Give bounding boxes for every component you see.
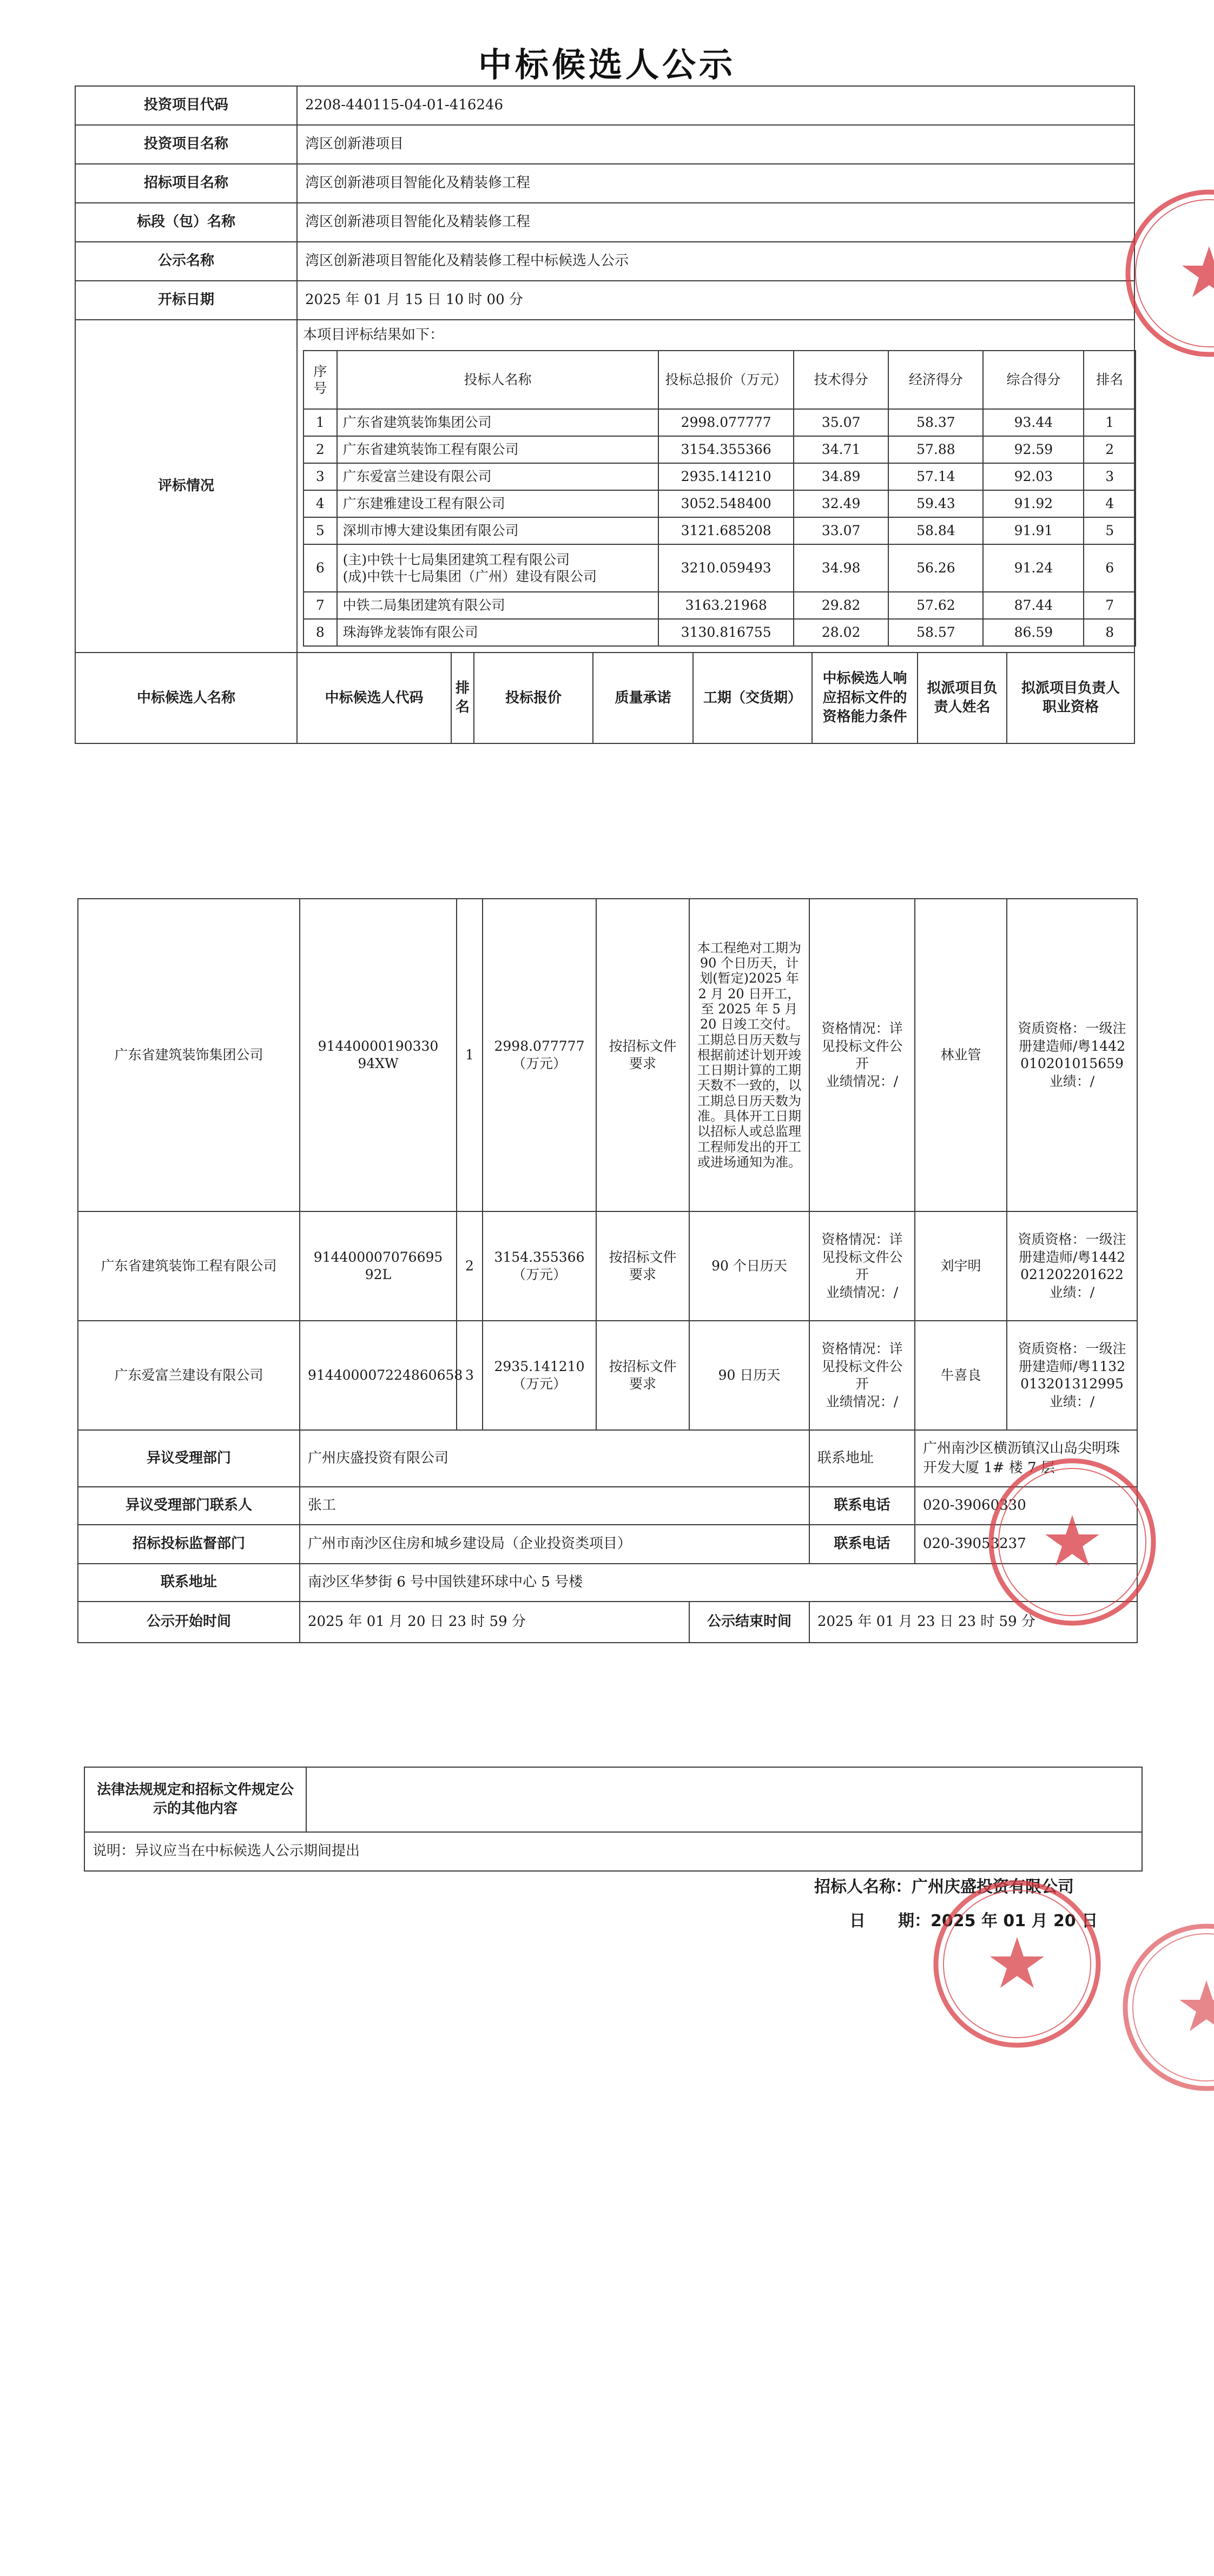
price-value: 3154.355366 — [494, 1249, 585, 1265]
candidate-qualification: 资格情况：详见投标文件公开 业绩情况：/ — [809, 899, 915, 1211]
header-rank: 排名 — [451, 653, 474, 743]
objection-dept-value: 广州庆盛投资有限公司 — [300, 1430, 809, 1487]
table-row — [78, 899, 1137, 1211]
header-quality: 质量承诺 — [593, 653, 693, 743]
info-value: 2208-440115-04-01-416246 — [297, 86, 1134, 125]
cell-price: 3154.355366 — [658, 436, 794, 463]
cell-bidder: 广东爱富兰建设有限公司 — [337, 463, 659, 490]
cell-bidder: 广东省建筑装饰集团公司 — [337, 409, 659, 436]
cell-seq: 3 — [304, 463, 337, 490]
table-row — [304, 409, 1136, 436]
header-code: 中标候选人代码 — [297, 653, 451, 743]
cell-rank: 6 — [1084, 544, 1136, 592]
date-label: 日 期： — [849, 1912, 931, 1931]
cell-seq: 8 — [304, 619, 337, 646]
header-manager-qual: 拟派项目负责人职业资格 — [1007, 653, 1134, 743]
cell-rank: 4 — [1084, 490, 1136, 517]
supervisor-phone-label: 联系电话 — [809, 1525, 915, 1564]
objection-row — [78, 1525, 1137, 1564]
header-seq: 序号 — [304, 351, 337, 409]
candidate-quality: 按招标文件要求 — [596, 1321, 689, 1430]
table-row — [304, 517, 1136, 544]
cell-price: 3163.21968 — [658, 592, 794, 619]
table-row — [304, 619, 1136, 646]
cell-rank: 7 — [1084, 592, 1136, 619]
company-seal-icon — [986, 1455, 1159, 1629]
table-row — [304, 463, 1136, 490]
candidate-period: 90 日历天 — [689, 1321, 809, 1430]
objection-address-label: 联系地址 — [809, 1430, 915, 1487]
other-value — [306, 1767, 1142, 1832]
cell-bidder: 广东省建筑装饰工程有限公司 — [337, 436, 659, 463]
objection-contact-label: 异议受理部门联系人 — [78, 1487, 300, 1525]
cell-total: 91.91 — [983, 517, 1084, 544]
cell-price: 3210.059493 — [658, 544, 794, 592]
candidate-qualification: 资格情况：详见投标文件公开 业绩情况：/ — [809, 1321, 915, 1430]
bidder-line: (成)中铁十七局集团（广州）建设有限公司 — [342, 569, 597, 585]
cell-seq: 6 — [304, 544, 337, 592]
other-label: 法律法规规定和招标文件规定公示的其他内容 — [84, 1767, 306, 1832]
cell-total: 93.44 — [983, 409, 1084, 436]
evaluation-intro: 本项目评标结果如下： — [303, 327, 444, 343]
cell-seq: 2 — [304, 436, 337, 463]
candidate-name: 广东省建筑装饰集团公司 — [78, 899, 300, 1211]
info-value: 湾区创新港项目 — [297, 125, 1134, 164]
info-row — [75, 281, 1134, 320]
evaluation-cell — [297, 320, 1134, 653]
cell-seq: 4 — [304, 490, 337, 517]
candidate-manager-qual: 资质资格：一级注册建造师/粤1442021202201622 业绩：/ — [1007, 1211, 1137, 1321]
project-info-table — [75, 85, 1135, 744]
info-label: 标段（包）名称 — [75, 203, 297, 242]
candidate-period: 90 个日历天 — [689, 1211, 809, 1321]
objection-address-value: 广州南沙区横沥镇汉山岛尖明珠开发大厦 1# 楼 7 层 — [915, 1430, 1137, 1487]
cell-tech: 29.82 — [794, 592, 888, 619]
publicity-start-label: 公示开始时间 — [78, 1602, 300, 1643]
objection-phone-value: 020-39060330 — [915, 1487, 1137, 1525]
cell-price: 2998.077777 — [658, 409, 794, 436]
cell-total: 87.44 — [983, 592, 1084, 619]
cell-total: 91.24 — [983, 544, 1084, 592]
price-unit: （万元） — [512, 1056, 566, 1071]
note-text: 说明：异议应当在中标候选人公示期间提出 — [84, 1832, 1142, 1871]
info-label: 投资项目代码 — [75, 86, 297, 125]
cell-rank: 2 — [1084, 436, 1136, 463]
objection-dept-label: 异议受理部门 — [78, 1430, 300, 1487]
cell-rank: 1 — [1084, 409, 1136, 436]
candidate-price — [483, 899, 596, 1211]
candidate-manager-qual: 资质资格：一级注册建造师/粤1132013201312995 业绩：/ — [1007, 1321, 1137, 1430]
candidate-label: 中标候选人名称 — [75, 653, 297, 743]
cell-econ: 58.57 — [888, 619, 983, 646]
objection-row — [78, 1487, 1137, 1525]
candidate-rank: 1 — [457, 899, 483, 1211]
cell-bidder: 珠海铧龙装饰有限公司 — [337, 619, 659, 646]
other-row — [84, 1767, 1142, 1832]
publicity-end-label: 公示结束时间 — [689, 1602, 809, 1643]
supervisor-address-label: 联系地址 — [78, 1564, 300, 1602]
supervisor-address-value: 南沙区华梦街 6 号中国铁建环球中心 5 号楼 — [300, 1564, 1137, 1602]
candidate-name: 广东爱富兰建设有限公司 — [78, 1321, 300, 1430]
cell-bidder: 广东建雅建设工程有限公司 — [337, 490, 659, 517]
table-row — [304, 490, 1136, 517]
price-unit: （万元） — [512, 1267, 566, 1282]
candidate-manager: 牛喜良 — [915, 1321, 1007, 1430]
candidate-price — [483, 1321, 596, 1430]
candidate-manager-qual: 资质资格：一级注册建造师/粤1442010201015659 业绩：/ — [1007, 899, 1137, 1211]
cell-total: 91.92 — [983, 490, 1084, 517]
cell-tech: 34.71 — [794, 436, 888, 463]
cell-bidder: 中铁二局集团建筑有限公司 — [337, 592, 659, 619]
header-bidder: 投标人名称 — [337, 351, 659, 409]
candidate-name: 广东省建筑装饰工程有限公司 — [78, 1211, 300, 1321]
cell-econ: 56.26 — [888, 544, 983, 592]
price-value: 2935.141210 — [494, 1358, 585, 1374]
header-econ: 经济得分 — [888, 351, 983, 409]
info-row — [75, 164, 1134, 203]
page-title: 中标候选人公示 — [478, 45, 736, 84]
table-row — [304, 544, 1136, 592]
supervisor-label: 招标投标监督部门 — [78, 1525, 300, 1564]
supervisor-phone-value: 020-39053237 — [915, 1525, 1137, 1564]
info-value: 湾区创新港项目智能化及精装修工程中标候选人公示 — [297, 242, 1134, 281]
table-row — [78, 1321, 1137, 1430]
cell-tech: 28.02 — [794, 619, 888, 646]
cell-price: 3130.816755 — [658, 619, 794, 646]
table-row — [78, 1211, 1137, 1321]
date-value: 2025 年 01 月 20 日 — [931, 1912, 1098, 1931]
objection-contact-value: 张工 — [300, 1487, 809, 1525]
cell-bidder — [337, 544, 659, 592]
cell-rank: 3 — [1084, 463, 1136, 490]
info-row — [75, 125, 1134, 164]
candidate-manager: 刘宇明 — [915, 1211, 1007, 1321]
candidate-code: 914400007076695 92L — [300, 1211, 457, 1321]
supervisor-value: 广州市南沙区住房和城乡建设局（企业投资类项目） — [300, 1525, 809, 1564]
cell-total: 92.59 — [983, 436, 1084, 463]
cell-seq: 1 — [304, 409, 337, 436]
publicity-start-value: 2025 年 01 月 20 日 23 时 59 分 — [300, 1602, 689, 1643]
header-tech: 技术得分 — [794, 351, 888, 409]
cell-econ: 58.37 — [888, 409, 983, 436]
candidate-qualification: 资格情况：详见投标文件公开 业绩情况：/ — [809, 1211, 915, 1321]
candidate-rank: 3 — [457, 1321, 483, 1430]
publicity-end-value: 2025 年 01 月 23 日 23 时 59 分 — [809, 1602, 1137, 1643]
info-value: 湾区创新港项目智能化及精装修工程 — [297, 164, 1134, 203]
info-row — [75, 203, 1134, 242]
note-row — [84, 1832, 1142, 1871]
info-value: 湾区创新港项目智能化及精装修工程 — [297, 203, 1134, 242]
header-price: 投标报价 — [474, 653, 593, 743]
info-label: 公示名称 — [75, 242, 297, 281]
header-manager: 拟派项目负责人姓名 — [918, 653, 1007, 743]
cell-total: 86.59 — [983, 619, 1084, 646]
candidate-price — [483, 1211, 596, 1321]
table-row — [304, 436, 1136, 463]
candidate-code: 914400007224860658 — [300, 1321, 457, 1430]
objection-phone-label: 联系电话 — [809, 1487, 915, 1525]
candidate-header-row — [75, 653, 1134, 743]
cell-bidder: 深圳市博大建设集团有限公司 — [337, 517, 659, 544]
cell-rank: 5 — [1084, 517, 1136, 544]
objection-row — [78, 1564, 1137, 1602]
cell-tech: 33.07 — [794, 517, 888, 544]
objection-row — [78, 1602, 1137, 1643]
cell-price: 3052.548400 — [658, 490, 794, 517]
candidate-quality: 按招标文件要求 — [596, 899, 689, 1211]
candidate-quality: 按招标文件要求 — [596, 1211, 689, 1321]
company-seal-icon — [1104, 187, 1214, 360]
info-value: 2025 年 01 月 15 日 10 时 00 分 — [297, 281, 1134, 320]
price-unit: （万元） — [512, 1376, 566, 1392]
cell-total: 92.03 — [983, 463, 1084, 490]
header-qualification: 中标候选人响应招标文件的资格能力条件 — [812, 653, 918, 743]
cell-tech: 34.89 — [794, 463, 888, 490]
other-content-table — [84, 1767, 1143, 1872]
info-label: 开标日期 — [75, 281, 297, 320]
candidate-rank: 2 — [457, 1211, 483, 1321]
header-period: 工期（交货期） — [693, 653, 812, 743]
candidate-manager: 林业管 — [915, 899, 1007, 1211]
cell-econ: 57.88 — [888, 436, 983, 463]
cell-price: 3121.685208 — [658, 517, 794, 544]
price-value: 2998.077777 — [494, 1038, 585, 1054]
header-total: 综合得分 — [983, 351, 1084, 409]
cell-econ: 57.14 — [888, 463, 983, 490]
info-row — [75, 242, 1134, 281]
cell-tech: 34.98 — [794, 544, 888, 592]
evaluation-header-row — [304, 351, 1136, 409]
candidate-code: 91440000190330 94XW — [300, 899, 457, 1211]
info-label: 投资项目名称 — [75, 125, 297, 164]
candidate-period: 本工程绝对工期为 90 个日历天，计划(暂定)2025 年 2 月 20 日开工，至 2025 年 5 月 20 日竣工交付。工期总日历天数与根据前述计划开竣工日期计算的工期天数不一致的，以工期总日历天数为准。具体开工日期以招标人或总监理工程师发出的开工或进场通知为准。 — [689, 899, 809, 1211]
cell-tech: 35.07 — [794, 409, 888, 436]
cell-price: 2935.141210 — [658, 463, 794, 490]
bidder-line: (主)中铁十七局集团建筑工程有限公司 — [342, 551, 570, 568]
header-rank: 排名 — [1084, 351, 1136, 409]
tenderer-value: 广州庆盛投资有限公司 — [912, 1877, 1074, 1896]
info-label: 招标项目名称 — [75, 164, 297, 203]
info-row — [75, 86, 1134, 125]
cell-seq: 5 — [304, 517, 337, 544]
tenderer-label: 招标人名称： — [814, 1877, 912, 1896]
cell-rank: 8 — [1084, 619, 1136, 646]
cell-econ: 58.84 — [888, 517, 983, 544]
company-seal-icon — [1104, 1918, 1214, 2097]
evaluation-label: 评标情况 — [75, 320, 297, 653]
cell-econ: 57.62 — [888, 592, 983, 619]
cell-seq: 7 — [304, 592, 337, 619]
evaluation-table — [303, 350, 1136, 647]
objection-row — [78, 1430, 1137, 1487]
header-price: 投标总报价（万元） — [658, 351, 794, 409]
cell-econ: 59.43 — [888, 490, 983, 517]
candidates-table — [77, 898, 1138, 1643]
company-seal-icon — [931, 1877, 1104, 2051]
evaluation-row — [75, 320, 1134, 653]
cell-tech: 32.49 — [794, 490, 888, 517]
table-row — [304, 592, 1136, 619]
